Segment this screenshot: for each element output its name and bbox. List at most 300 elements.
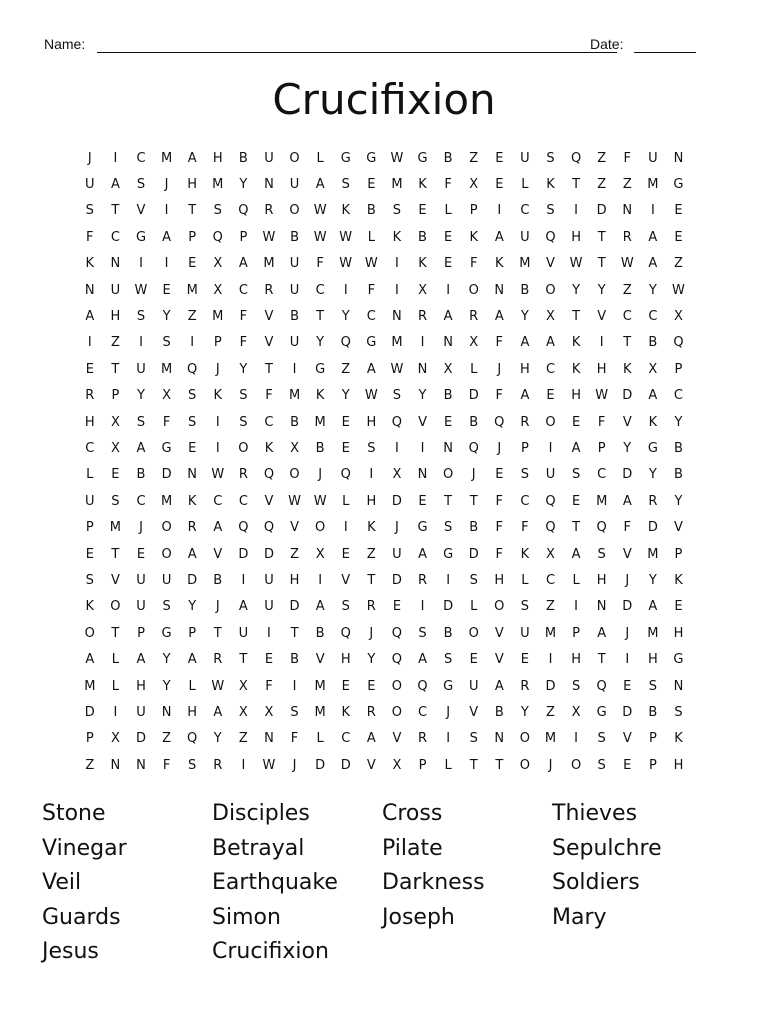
- grid-letter: S: [188, 388, 197, 404]
- grid-letter: Q: [545, 229, 556, 245]
- grid-letter: I: [446, 572, 451, 588]
- grid-letter: K: [85, 256, 95, 272]
- grid-letter: D: [622, 704, 633, 720]
- grid-letter: B: [443, 388, 453, 404]
- grid-letter: L: [444, 757, 452, 773]
- grid-letter: O: [161, 520, 172, 536]
- grid-letter: H: [673, 757, 684, 773]
- grid-letter: R: [417, 309, 428, 325]
- grid-letter: A: [238, 599, 248, 615]
- grid-letter: I: [446, 282, 451, 298]
- grid-letter: U: [264, 599, 274, 615]
- grid-letter: X: [110, 731, 120, 747]
- grid-letter: Y: [341, 309, 350, 325]
- grid-letter: E: [341, 678, 350, 694]
- grid-letter: W: [134, 282, 148, 298]
- grid-letter: S: [392, 203, 402, 219]
- grid-letter: V: [341, 572, 351, 588]
- grid-letter: E: [495, 150, 504, 166]
- grid-letter: W: [595, 388, 609, 404]
- grid-letter: I: [650, 203, 655, 219]
- grid-letter: M: [519, 256, 531, 272]
- grid-letter: E: [418, 203, 427, 219]
- grid-letter: Y: [213, 731, 222, 747]
- grid-letter: G: [315, 361, 326, 377]
- grid-letter: I: [292, 678, 297, 694]
- grid-letter: E: [418, 493, 427, 509]
- grid-letter: K: [571, 335, 581, 351]
- grid-letter: I: [164, 256, 169, 272]
- grid-letter: U: [520, 229, 530, 245]
- grid-letter: C: [341, 731, 351, 747]
- grid-letter: M: [647, 546, 659, 562]
- grid-letter: C: [545, 361, 556, 377]
- grid-letter: N: [264, 731, 274, 747]
- grid-letter: X: [213, 256, 223, 272]
- grid-letter: T: [111, 546, 120, 562]
- grid-letter: E: [571, 414, 581, 430]
- grid-letter: E: [623, 678, 632, 694]
- grid-letter: V: [264, 335, 274, 351]
- grid-letter: F: [469, 256, 478, 272]
- grid-letter: T: [290, 625, 299, 641]
- grid-letter: S: [597, 757, 606, 773]
- grid-letter: B: [648, 704, 658, 720]
- grid-letter: O: [289, 203, 300, 219]
- grid-letter: I: [548, 440, 553, 456]
- grid-letter: F: [521, 520, 529, 536]
- grid-letter: O: [494, 599, 505, 615]
- grid-letter: H: [596, 572, 607, 588]
- grid-letter: M: [314, 678, 326, 694]
- grid-letter: T: [469, 493, 478, 509]
- grid-letter: Z: [597, 150, 607, 166]
- grid-letter: Y: [572, 282, 581, 298]
- grid-letter: R: [366, 704, 376, 720]
- grid-letter: F: [265, 678, 273, 694]
- grid-letter: N: [136, 757, 146, 773]
- grid-letter: V: [264, 309, 274, 325]
- grid-letter: B: [418, 229, 427, 245]
- grid-letter: E: [495, 467, 504, 483]
- grid-letter: M: [212, 177, 224, 193]
- grid-letter: C: [597, 467, 607, 483]
- grid-letter: M: [314, 414, 326, 430]
- date-label: Date:: [590, 36, 624, 52]
- grid-letter: L: [188, 678, 196, 694]
- grid-letter: G: [596, 704, 607, 720]
- grid-letter: J: [369, 625, 374, 641]
- grid-letter: V: [392, 731, 402, 747]
- word-bank-item: Darkness: [382, 870, 485, 895]
- grid-letter: Y: [520, 309, 529, 325]
- grid-letter: X: [648, 361, 658, 377]
- grid-letter: O: [570, 757, 582, 773]
- grid-letter: S: [392, 388, 402, 404]
- grid-letter: T: [188, 203, 197, 219]
- grid-letter: U: [545, 467, 556, 483]
- grid-letter: F: [239, 309, 248, 325]
- grid-letter: B: [469, 520, 479, 536]
- grid-letter: G: [673, 177, 684, 193]
- grid-letter: I: [395, 282, 399, 298]
- grid-letter: U: [289, 282, 300, 298]
- grid-letter: O: [391, 704, 403, 720]
- grid-letter: R: [238, 467, 248, 483]
- grid-letter: S: [443, 520, 453, 536]
- grid-letter: L: [316, 150, 324, 166]
- grid-letter: W: [364, 388, 378, 404]
- grid-letter: M: [160, 150, 173, 166]
- grid-letter: A: [110, 177, 120, 193]
- grid-letter: O: [519, 757, 530, 773]
- grid-letter: J: [497, 440, 502, 456]
- grid-letter: L: [342, 493, 350, 509]
- grid-letter: F: [86, 229, 94, 245]
- grid-letter: R: [85, 388, 95, 404]
- grid-letter: S: [341, 177, 350, 193]
- grid-letter: I: [113, 704, 118, 720]
- grid-letter: O: [391, 678, 403, 694]
- grid-letter: I: [113, 150, 118, 166]
- grid-letter: Z: [341, 361, 351, 377]
- grid-letter: I: [574, 203, 578, 219]
- grid-letter: I: [292, 361, 297, 377]
- grid-letter: Y: [162, 309, 171, 325]
- grid-letter: N: [417, 467, 428, 483]
- grid-letter: V: [290, 520, 299, 536]
- grid-letter: H: [571, 652, 581, 668]
- grid-letter: V: [622, 546, 632, 562]
- grid-letter: N: [84, 282, 95, 298]
- grid-letter: O: [238, 440, 249, 456]
- grid-letter: V: [110, 572, 120, 588]
- grid-letter: H: [289, 572, 300, 588]
- grid-letter: C: [673, 388, 683, 404]
- grid-letter: P: [85, 731, 94, 747]
- grid-letter: T: [444, 493, 453, 509]
- grid-letter: A: [85, 309, 95, 325]
- grid-letter: X: [110, 414, 120, 430]
- grid-letter: I: [420, 599, 425, 615]
- grid-letter: O: [110, 599, 121, 615]
- grid-letter: I: [241, 757, 246, 773]
- grid-letter: H: [571, 388, 581, 404]
- grid-letter: O: [468, 625, 479, 641]
- grid-letter: A: [418, 546, 427, 562]
- grid-letter: C: [520, 203, 530, 219]
- grid-letter: I: [343, 282, 348, 298]
- word-bank-item: Mary: [552, 904, 607, 930]
- grid-letter: R: [213, 757, 223, 773]
- grid-letter: S: [136, 177, 146, 193]
- word-bank-item: Thieves: [552, 801, 638, 826]
- grid-letter: S: [136, 414, 146, 430]
- grid-letter: H: [647, 652, 658, 668]
- grid-letter: Q: [545, 493, 556, 509]
- grid-letter: G: [135, 229, 147, 245]
- grid-letter: S: [469, 731, 478, 747]
- grid-letter: T: [111, 625, 120, 641]
- grid-letter: Z: [597, 177, 607, 193]
- name-blank-line[interactable]: [97, 52, 617, 53]
- grid-letter: W: [339, 229, 353, 245]
- grid-letter: Z: [674, 256, 683, 272]
- grid-letter: P: [213, 335, 222, 351]
- grid-letter: R: [264, 203, 274, 219]
- grid-letter: N: [187, 467, 198, 483]
- grid-letter: A: [597, 625, 607, 641]
- grid-letter: M: [544, 731, 557, 747]
- word-bank-item: Guards: [42, 904, 121, 930]
- grid-letter: K: [315, 388, 325, 404]
- grid-letter: J: [164, 177, 169, 193]
- grid-letter: K: [392, 229, 402, 245]
- grid-letter: X: [392, 467, 402, 483]
- grid-letter: O: [84, 625, 95, 641]
- grid-letter: L: [470, 361, 478, 377]
- grid-letter: T: [572, 520, 581, 536]
- word-bank-item: Crucifixion: [212, 939, 329, 964]
- grid-letter: S: [239, 388, 248, 404]
- grid-letter: R: [264, 282, 274, 298]
- grid-letter: O: [545, 414, 556, 430]
- grid-letter: F: [495, 388, 504, 404]
- grid-letter: P: [239, 229, 248, 245]
- grid-letter: B: [366, 203, 376, 219]
- grid-letter: Z: [238, 731, 248, 747]
- grid-letter: E: [392, 599, 402, 615]
- grid-letter: I: [395, 256, 399, 272]
- grid-letter: H: [366, 493, 377, 509]
- grid-letter: V: [264, 493, 274, 509]
- grid-letter: D: [596, 203, 607, 219]
- grid-letter: C: [238, 282, 248, 298]
- grid-letter: S: [239, 414, 248, 430]
- grid-letter: K: [187, 493, 197, 509]
- grid-letter: H: [212, 150, 223, 166]
- grid-letter: Z: [622, 282, 632, 298]
- grid-letter: N: [494, 731, 505, 747]
- grid-letter: Z: [546, 704, 555, 720]
- grid-letter: X: [418, 282, 427, 298]
- grid-letter: K: [469, 229, 478, 245]
- grid-letter: E: [469, 652, 478, 668]
- grid-letter: S: [546, 150, 555, 166]
- grid-letter: D: [622, 599, 633, 615]
- grid-letter: C: [417, 704, 428, 720]
- grid-letter: S: [571, 678, 581, 694]
- grid-letter: E: [367, 177, 376, 193]
- grid-letter: Z: [366, 546, 376, 562]
- grid-letter: B: [290, 652, 299, 668]
- grid-letter: P: [137, 625, 145, 641]
- grid-letter: M: [160, 361, 173, 377]
- grid-letter: C: [520, 493, 530, 509]
- grid-letter: N: [110, 256, 121, 272]
- grid-letter: U: [264, 572, 274, 588]
- grid-letter: X: [315, 546, 325, 562]
- header-row: [44, 36, 704, 56]
- grid-letter: J: [87, 150, 92, 166]
- grid-letter: Y: [341, 388, 350, 404]
- grid-letter: B: [315, 625, 325, 641]
- grid-letter: S: [367, 440, 376, 456]
- grid-letter: K: [367, 520, 376, 536]
- grid-letter: A: [136, 652, 146, 668]
- grid-letter: L: [111, 678, 120, 694]
- grid-letter: D: [161, 467, 172, 483]
- word-bank-item: Sepulchre: [552, 835, 662, 861]
- word-bank-item: Vinegar: [42, 835, 127, 861]
- grid-letter: V: [315, 652, 325, 668]
- grid-letter: Y: [648, 572, 657, 588]
- grid-letter: L: [316, 731, 324, 747]
- grid-letter: H: [110, 309, 121, 325]
- grid-letter: K: [546, 177, 555, 193]
- grid-letter: T: [111, 203, 120, 219]
- grid-letter: L: [367, 229, 375, 245]
- grid-letter: A: [443, 309, 453, 325]
- grid-letter: Y: [188, 599, 197, 615]
- grid-letter: X: [238, 678, 248, 694]
- grid-letter: Y: [162, 678, 171, 694]
- grid-letter: G: [673, 652, 684, 668]
- grid-letter: H: [366, 414, 377, 430]
- grid-letter: J: [318, 467, 323, 483]
- word-bank-item: Veil: [42, 870, 82, 895]
- grid-letter: X: [546, 309, 555, 325]
- grid-letter: P: [469, 203, 478, 219]
- grid-letter: U: [289, 256, 300, 272]
- grid-letter: V: [213, 546, 223, 562]
- grid-letter: P: [572, 625, 580, 641]
- grid-letter: E: [367, 678, 376, 694]
- grid-letter: O: [161, 546, 172, 562]
- grid-letter: K: [674, 572, 683, 588]
- grid-letter: T: [213, 625, 222, 641]
- grid-letter: U: [110, 282, 121, 298]
- grid-letter: F: [290, 731, 299, 747]
- grid-letter: X: [469, 177, 479, 193]
- grid-letter: M: [647, 177, 659, 193]
- grid-letter: L: [470, 599, 478, 615]
- grid-letter: M: [544, 625, 557, 641]
- grid-letter: J: [446, 704, 451, 720]
- grid-letter: B: [443, 625, 453, 641]
- grid-letter: P: [188, 625, 197, 641]
- grid-letter: C: [315, 282, 325, 298]
- grid-letter: A: [571, 546, 581, 562]
- grid-letter: Y: [137, 388, 145, 404]
- grid-letter: I: [343, 520, 348, 536]
- grid-letter: U: [136, 572, 146, 588]
- grid-letter: N: [673, 678, 684, 694]
- grid-letter: Z: [290, 546, 299, 562]
- grid-letter: E: [188, 256, 197, 272]
- grid-letter: Y: [648, 282, 657, 298]
- grid-letter: P: [85, 520, 94, 536]
- grid-letter: E: [674, 203, 683, 219]
- grid-letter: D: [238, 546, 249, 562]
- grid-letter: O: [442, 467, 454, 483]
- grid-letter: U: [136, 704, 146, 720]
- grid-letter: A: [546, 335, 555, 351]
- grid-letter: F: [162, 757, 171, 773]
- grid-letter: U: [289, 335, 300, 351]
- word-bank-item: Stone: [42, 801, 106, 826]
- grid-letter: D: [315, 757, 326, 773]
- grid-letter: G: [443, 546, 454, 562]
- grid-letter: G: [647, 440, 658, 456]
- grid-letter: A: [622, 493, 632, 509]
- grid-letter: S: [418, 625, 427, 641]
- grid-letter: Q: [673, 335, 684, 351]
- grid-letter: D: [84, 704, 95, 720]
- grid-letter: N: [110, 757, 121, 773]
- grid-letter: D: [340, 757, 351, 773]
- grid-letter: I: [625, 652, 630, 668]
- grid-letter: F: [495, 493, 504, 509]
- grid-letter: M: [186, 282, 198, 298]
- grid-letter: O: [289, 467, 300, 483]
- grid-letter: G: [161, 625, 172, 641]
- grid-letter: Y: [162, 652, 171, 668]
- grid-letter: D: [545, 678, 556, 694]
- grid-letter: W: [262, 229, 276, 245]
- grid-letter: N: [673, 150, 684, 166]
- grid-letter: X: [290, 440, 299, 456]
- grid-letter: J: [139, 520, 143, 536]
- grid-letter: P: [674, 361, 683, 377]
- grid-letter: P: [674, 546, 683, 562]
- grid-letter: N: [596, 599, 607, 615]
- grid-letter: J: [625, 572, 630, 588]
- grid-letter: S: [674, 704, 683, 720]
- grid-letter: K: [85, 599, 95, 615]
- grid-letter: I: [497, 203, 502, 219]
- grid-letter: A: [648, 388, 658, 404]
- grid-letter: G: [366, 150, 377, 166]
- grid-letter: L: [111, 652, 120, 668]
- grid-letter: X: [162, 388, 172, 404]
- grid-letter: B: [673, 467, 683, 483]
- grid-letter: I: [420, 335, 425, 351]
- grid-letter: O: [545, 282, 556, 298]
- grid-letter: U: [136, 361, 146, 377]
- grid-letter: M: [263, 256, 275, 272]
- grid-letter: P: [520, 440, 529, 456]
- grid-letter: T: [264, 361, 273, 377]
- grid-letter: H: [571, 229, 581, 245]
- date-blank-line[interactable]: [634, 52, 696, 53]
- grid-letter: L: [521, 572, 529, 588]
- grid-letter: N: [443, 335, 453, 351]
- grid-letter: M: [160, 493, 173, 509]
- grid-letter: E: [444, 229, 453, 245]
- grid-letter: G: [161, 440, 172, 456]
- grid-letter: M: [84, 678, 96, 694]
- grid-letter: C: [264, 414, 274, 430]
- grid-letter: F: [597, 414, 606, 430]
- grid-letter: Q: [494, 414, 505, 430]
- grid-letter: R: [622, 229, 632, 245]
- grid-letter: S: [162, 335, 171, 351]
- grid-letter: W: [390, 150, 404, 166]
- grid-letter: M: [288, 388, 301, 404]
- grid-letter: S: [188, 757, 197, 773]
- grid-letter: F: [495, 546, 504, 562]
